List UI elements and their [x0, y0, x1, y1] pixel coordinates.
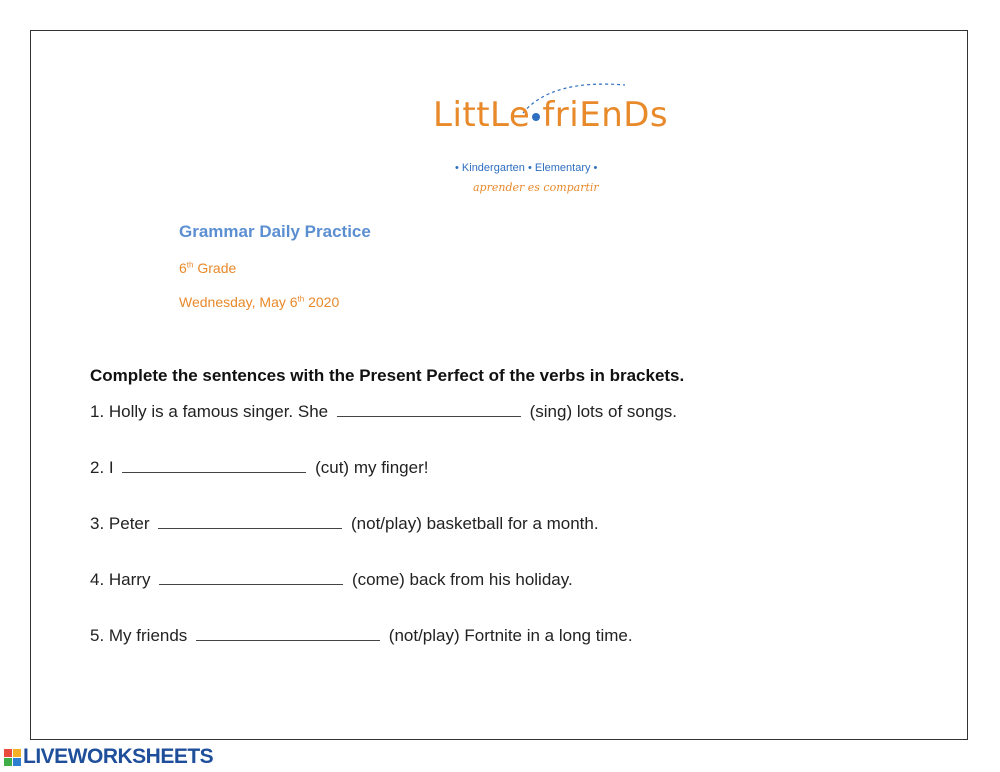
- question-2: [90, 458, 428, 478]
- question-text-before: 2. I: [90, 458, 114, 477]
- date-label: [179, 294, 339, 310]
- grade-word: Grade: [193, 260, 237, 276]
- question-text-after: (not/play) Fortnite in a long time.: [388, 626, 633, 645]
- liveworksheets-footer[interactable]: [4, 746, 213, 768]
- question-text-after: (come) back from his holiday.: [351, 570, 573, 589]
- logo-tagline: aprender es compartir: [473, 181, 599, 194]
- answer-blank-4[interactable]: [159, 570, 343, 585]
- instructions: Complete the sentences with the Present Perfect of the verbs in brackets.: [90, 366, 685, 385]
- worksheet-title: Grammar Daily Practice: [179, 222, 371, 241]
- question-text-before: 5. My friends: [90, 626, 188, 645]
- logo-wordmark: [433, 95, 668, 135]
- logo-square: [4, 758, 12, 766]
- answer-blank-3[interactable]: [158, 514, 342, 529]
- date-year: 2020: [304, 294, 340, 310]
- question-4: [90, 570, 573, 590]
- answer-blank-2[interactable]: [122, 458, 306, 473]
- question-text-before: 1. Holly is a famous singer. She: [90, 402, 329, 421]
- answer-blank-1[interactable]: [337, 402, 521, 417]
- worksheet-page: [30, 30, 968, 740]
- question-1: [90, 402, 677, 422]
- liveworksheets-logo-icon: [4, 749, 21, 766]
- answer-blank-5[interactable]: [196, 626, 380, 641]
- question-text-after: (not/play) basketball for a month.: [351, 514, 599, 533]
- logo-square: [4, 749, 12, 757]
- grade-number: 6: [179, 260, 187, 276]
- grade-ordinal: th: [186, 260, 194, 270]
- logo-square: [13, 758, 21, 766]
- logo-word-little: LittLe: [433, 95, 531, 135]
- question-text-after: (cut) my finger!: [315, 458, 429, 477]
- question-text-before: 4. Harry: [90, 570, 151, 589]
- liveworksheets-brand: LIVEWORKSHEETS: [23, 745, 214, 768]
- logo-dot-icon: [532, 113, 540, 121]
- logo-word-friends: friEnDs: [542, 95, 669, 135]
- logo-subtitle: • Kindergarten • Elementary •: [455, 162, 598, 174]
- logo-square: [13, 749, 21, 757]
- date-main: Wednesday, May 6: [179, 294, 298, 310]
- question-5: [90, 626, 633, 646]
- grade-label: [179, 260, 236, 276]
- question-text-before: 3. Peter: [90, 514, 150, 533]
- date-ordinal: th: [297, 294, 305, 304]
- question-3: [90, 514, 599, 534]
- question-text-after: (sing) lots of songs.: [529, 402, 677, 421]
- school-logo: [401, 77, 669, 217]
